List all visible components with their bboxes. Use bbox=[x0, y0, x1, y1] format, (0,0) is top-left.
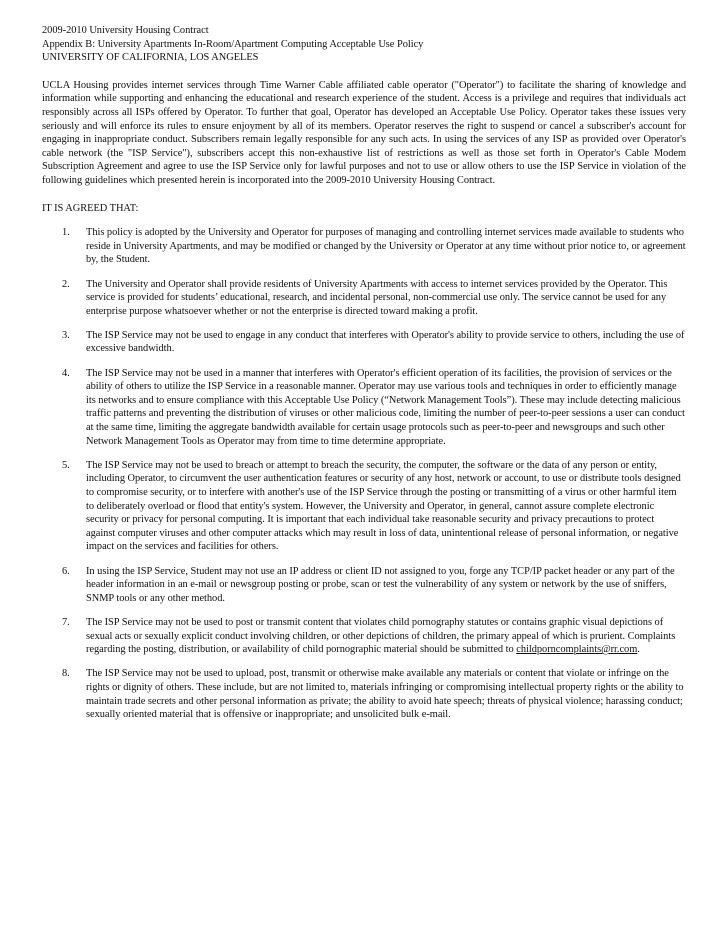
clause-text: The ISP Service may not be used to post or transmit content that violates child pornography statutes or contains graphic visual depictions of sexual acts or sexually explicit conduct involving children, or other depictions of children, the primary appeal of which is prurient. Complaints regarding the posting, distribution, or availability of child pornographic material should be submitted to bbox=[86, 616, 676, 656]
clause-number: 5. bbox=[62, 459, 70, 471]
clause-list bbox=[42, 226, 686, 722]
clause-text: The ISP Service may not be used in a manner that interferes with Operator's efficient operation of its facilities, the provision of services or the ability of others to utilize the ISP Service in a reasonable manner. Operator may use various tools and techniques in order to efficiently manage its networks and to ensure compliance with this Acceptable Use Policy (“Network Management Tools”). These may include detecting malicious traffic patterns and preventing the distribution of viruses or other malicious code, limiting the number of peer-to-peer sessions a user can conduct at the same time, limiting the aggregate bandwidth available for certain usage protocols such as peer-to-peer and newsgroups and such other Network Management Tools as Operator may from time to time determine appropriate. bbox=[86, 367, 685, 447]
university-name: UNIVERSITY OF CALIFORNIA, LOS ANGELES bbox=[42, 52, 259, 64]
clause-item bbox=[42, 278, 686, 319]
complaints-email-link[interactable]: childporncomplaints@rr.com bbox=[516, 644, 638, 656]
policy-document bbox=[42, 24, 686, 732]
clause-text-end: . bbox=[637, 644, 640, 656]
clause-number: 1. bbox=[62, 227, 70, 239]
clause-item bbox=[42, 226, 686, 267]
clause-item bbox=[42, 459, 686, 554]
clause-item bbox=[42, 616, 686, 657]
clause-number: 6. bbox=[62, 565, 70, 577]
contract-title: 2009-2010 University Housing Contract bbox=[42, 25, 209, 36]
clause-number: 2. bbox=[62, 278, 70, 290]
clause-text: The ISP Service may not be used to engage in any conduct that interferes with Operator's ability to provide service to others, including the use of excessive bandwidth. bbox=[86, 329, 685, 355]
agreed-heading: IT IS AGREED THAT: bbox=[42, 202, 139, 214]
clause-number: 7. bbox=[62, 616, 70, 628]
clause-text: In using the ISP Service, Student may not use an IP address or client ID not assigned to you, forge any TCP/IP packet header or any part of the header information in an e-mail or newsgroup posting or probe, scan or test the vulnerability of any system or network by the use of sniffers, SNMP tools or any other method. bbox=[86, 565, 675, 604]
clause-item bbox=[42, 367, 686, 449]
intro-paragraph: UCLA Housing provides internet services through Time Warner Cable affiliated cable operator ("Operator") to facilitate the sharing of knowledge and information while supporting and enhancing the educational and research experience of the student. Access is a privilege and requires that individuals act responsibly across all ISPs offered by Operator. To further that goal, Operator has developed an Acceptable Use Policy. Operator takes these issues very seriously and will enforce its rules to ensure enjoyment by all of its members. Operator reserves the right to suspend or cancel a subscriber's account for engaging in inappropriate conduct. Subscribers remain legally responsible for any such acts. In using the services of any ISP as provided over Operator's cable network (the "ISP Service"), subscribers accept this non-exhaustive list of restrictions as well as those set forth in Operator's Cable Modem Subscription Agreement and agree to use the ISP Service only for lawful purposes and not to use or allow others to use the ISP Service in violation of the following guidelines which presented herein is incorporated into the 2009-2010 University Housing Contract. bbox=[42, 79, 686, 186]
clause-number: 4. bbox=[62, 367, 70, 379]
appendix-title: Appendix B: University Apartments In-Room/Apartment Computing Acceptable Use Policy bbox=[42, 38, 424, 50]
clause-item bbox=[42, 329, 686, 356]
clause-text: The ISP Service may not be used to breach or attempt to breach the security, the computer, the software or the data of any person or entity, including Operator, to circumvent the user authentication features or security of any host, network or account, to use or distribute tools designed to compromise security, or to interfere with another's use of the ISP Service through the posting or transmitting of a virus or other harmful item to deliberately overload or flood that entity's system. However, the University and Operator, in general, cannot assure complete electronic security or privacy for personal computing. It is important that each individual take reasonable security and privacy precautions to protect against computer viruses and other computer attacks which may result in loss of data, unintentional release of personal information, or negative impact on the services and facilities for others. bbox=[86, 459, 681, 553]
clause-number: 3. bbox=[62, 329, 70, 341]
clause-number: 8. bbox=[62, 668, 70, 680]
clause-item bbox=[42, 565, 686, 606]
clause-text: The ISP Service may not be used to upload, post, transmit or otherwise make available any materials or content that violate or infringe on the rights or dignity of others. These include, but are not limited to, materials infringing or compromising intellectual property rights or the ability to maintain trade secrets and other personal information as private; the ability to avoid hate speech; threats of physical violence; harassing conduct; sexually oriented material that is offensive or inappropriate; and unsolicited bulk e-mail. bbox=[86, 668, 684, 721]
clause-text: This policy is adopted by the University and Operator for purposes of managing and controlling internet services made available to students who reside in University Apartments, and may be modified or changed by the University or Operator at any time without prior notice to, or agreement by, the Student. bbox=[86, 227, 686, 266]
clause-text: The University and Operator shall provide residents of University Apartments with access to internet services provided by the Operator. This service is provided for students’ educational, research, and incidental personal, non-commercial use only. The service cannot be used for any enterprise purpose whatsoever whether or not the enterprise is directed toward making a profit. bbox=[86, 278, 668, 317]
clause-item bbox=[42, 667, 686, 721]
